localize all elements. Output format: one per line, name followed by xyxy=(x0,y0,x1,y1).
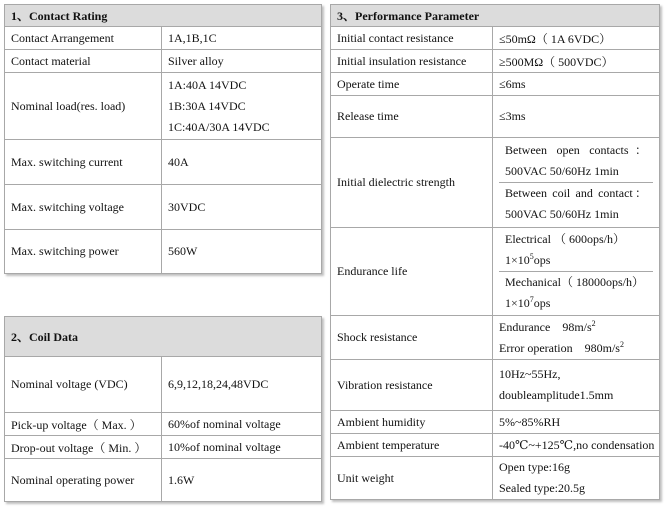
nominal-load-label: Nominal load(res. load) xyxy=(5,73,162,140)
max-switching-current-label: Max. switching current xyxy=(5,140,162,185)
contact-material-value: Silver alloy xyxy=(162,50,322,73)
operate-time-value: ≤6ms xyxy=(493,73,660,96)
performance-title: 3、Performance Parameter xyxy=(331,5,660,27)
ambient-humidity-value: 5%~85%RH xyxy=(493,411,660,434)
dielectric-open-contacts-line1: Between open contacts： xyxy=(505,143,648,157)
contact-arrangement-value: 1A,1B,1C xyxy=(162,27,322,50)
contact-resistance-value: ≤50mΩ（ 1A 6VDC） xyxy=(493,27,660,50)
endurance-mechanical-count: $1\times 10^7ops$ xyxy=(505,295,551,310)
operate-time-label: Operate time xyxy=(331,73,493,96)
contact-rating-title: 1、Contact Rating xyxy=(5,5,322,27)
shock-resistance-value xyxy=(493,316,660,360)
shock-endurance: Endurance $98m/s^2$ xyxy=(499,318,596,334)
nominal-load-1a: 1A:40A 14VDC xyxy=(168,77,247,92)
pickup-voltage-value: 60%of nominal voltage xyxy=(162,413,322,436)
unit-weight-label: Unit weight xyxy=(331,457,493,500)
vibration-resistance-label: Vibration resistance xyxy=(331,360,493,411)
max-switching-power-value: 560W xyxy=(162,230,322,274)
endurance-electrical-rate: Electrical （ 600ops/h） xyxy=(505,232,625,246)
dielectric-coil-contact xyxy=(499,183,653,226)
shock-error-operation: Error operation $980m/s^2$ xyxy=(499,339,624,355)
unit-weight-open: Open type:16g xyxy=(499,460,570,474)
nominal-power-value: 1.6W xyxy=(162,459,322,502)
vibration-resistance-value xyxy=(493,360,660,411)
nominal-load-1c: 1C:40A/30A 14VDC xyxy=(168,119,270,134)
nominal-power-label: Nominal operating power xyxy=(5,459,162,502)
dielectric-strength-value xyxy=(493,138,660,228)
endurance-electrical xyxy=(499,229,653,272)
unit-weight-value xyxy=(493,457,660,500)
contact-material-label: Contact material xyxy=(5,50,162,73)
pickup-voltage-label: Pick-up voltage（ Max. ） xyxy=(5,413,162,436)
coil-data-table xyxy=(4,316,322,502)
dielectric-coil-contact-line2: 500VAC 50/60Hz 1min xyxy=(505,207,619,221)
dielectric-open-contacts xyxy=(499,140,653,183)
performance-table xyxy=(330,4,660,500)
max-switching-power-label: Max. switching power xyxy=(5,230,162,274)
max-switching-voltage-value: 30VDC xyxy=(162,185,322,230)
max-switching-current-value: 40A xyxy=(162,140,322,185)
nominal-load-value xyxy=(162,73,322,140)
endurance-mechanical-rate: Mechanical（ 18000ops/h） xyxy=(505,275,644,289)
nominal-voltage-label: Nominal voltage (VDC) xyxy=(5,357,162,413)
ambient-temperature-value: -40℃~+125℃,no condensation xyxy=(493,434,660,457)
release-time-label: Release time xyxy=(331,96,493,138)
dielectric-strength-label: Initial dielectric strength xyxy=(331,138,493,228)
dropout-voltage-label: Drop-out voltage（ Min. ） xyxy=(5,436,162,459)
max-switching-voltage-label: Max. switching voltage xyxy=(5,185,162,230)
contact-arrangement-label: Contact Arrangement xyxy=(5,27,162,50)
coil-data-title: 2、Coil Data xyxy=(5,317,322,357)
dielectric-coil-contact-line1: Between coil and contact： xyxy=(505,186,648,200)
vibration-frequency: 10Hz~55Hz, xyxy=(499,367,561,381)
shock-resistance-label: Shock resistance xyxy=(331,316,493,360)
nominal-voltage-value: 6,9,12,18,24,48VDC xyxy=(162,357,322,413)
endurance-life-label: Endurance life xyxy=(331,228,493,316)
ambient-humidity-label: Ambient humidity xyxy=(331,411,493,434)
insulation-resistance-label: Initial insulation resistance xyxy=(331,50,493,73)
dielectric-open-contacts-line2: 500VAC 50/60Hz 1min xyxy=(505,164,619,178)
unit-weight-sealed: Sealed type:20.5g xyxy=(499,481,585,495)
endurance-mechanical xyxy=(499,272,653,315)
vibration-amplitude: doubleamplitude1.5mm xyxy=(499,388,614,402)
dropout-voltage-value: 10%of nominal voltage xyxy=(162,436,322,459)
ambient-temperature-label: Ambient temperature xyxy=(331,434,493,457)
nominal-load-1b: 1B:30A 14VDC xyxy=(168,98,246,113)
insulation-resistance-value: ≥500MΩ（ 500VDC） xyxy=(493,50,660,73)
endurance-electrical-count: $1\times 10^5ops$ xyxy=(505,252,551,267)
release-time-value: ≤3ms xyxy=(493,96,660,138)
endurance-life-value xyxy=(493,228,660,316)
contact-rating-table xyxy=(4,4,322,274)
contact-resistance-label: Initial contact resistance xyxy=(331,27,493,50)
